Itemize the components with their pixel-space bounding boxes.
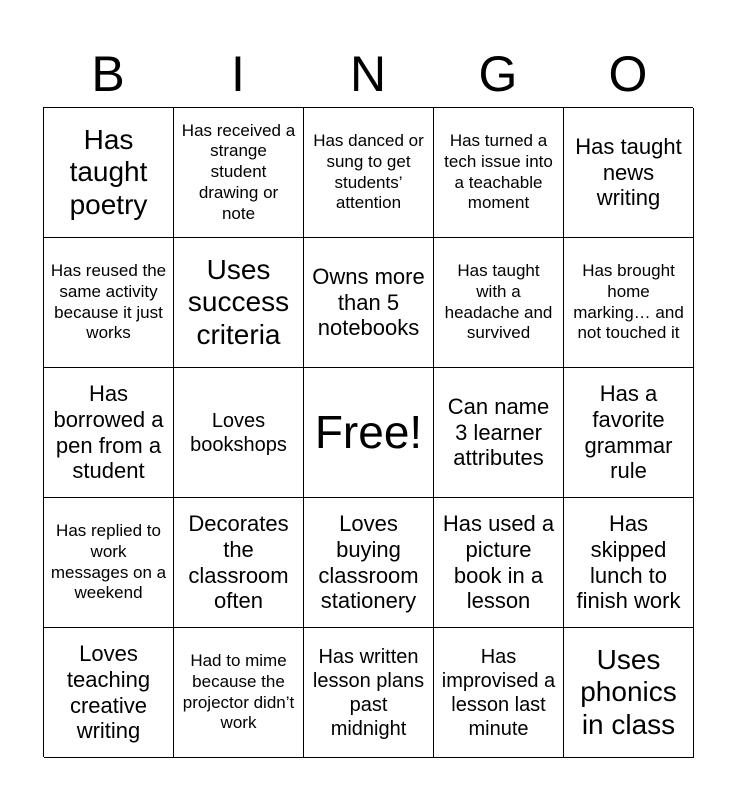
bingo-cell[interactable]: Has received a strange student drawing or note [174, 108, 304, 238]
header-letter-g: G [478, 46, 518, 102]
bingo-cell[interactable]: Has improvised a lesson last minute [434, 628, 564, 758]
bingo-cell[interactable]: Loves bookshops [174, 368, 304, 498]
bingo-cell[interactable]: Can name 3 learner attributes [434, 368, 564, 498]
bingo-cell[interactable]: Has skipped lunch to finish work [564, 498, 694, 628]
header-letter-n: N [349, 46, 387, 102]
bingo-cell[interactable]: Has taught news writing [564, 108, 694, 238]
bingo-cell[interactable]: Uses phonics in class [564, 628, 694, 758]
bingo-cell[interactable]: Has borrowed a pen from a student [44, 368, 174, 498]
bingo-cell[interactable]: Uses success criteria [174, 238, 304, 368]
bingo-cell[interactable]: Has a favorite grammar rule [564, 368, 694, 498]
free-space[interactable]: Free! [304, 368, 434, 498]
bingo-cell[interactable]: Has brought home marking… and not touched it [564, 238, 694, 368]
bingo-cell[interactable]: Has turned a tech issue into a teachable moment [434, 108, 564, 238]
bingo-cell[interactable]: Loves buying classroom stationery [304, 498, 434, 628]
bingo-cell[interactable]: Has danced or sung to get students’ attention [304, 108, 434, 238]
bingo-cell[interactable]: Has written lesson plans past midnight [304, 628, 434, 758]
bingo-cell[interactable]: Has taught poetry [44, 108, 174, 238]
header-letter-b: B [91, 46, 125, 102]
bingo-cell[interactable]: Has used a picture book in a lesson [434, 498, 564, 628]
bingo-cell[interactable]: Owns more than 5 notebooks [304, 238, 434, 368]
bingo-header [43, 40, 693, 108]
bingo-cell[interactable]: Has taught with a headache and survived [434, 238, 564, 368]
bingo-cell[interactable]: Loves teaching creative writing [44, 628, 174, 758]
bingo-cell[interactable]: Decorates the classroom often [174, 498, 304, 628]
bingo-cell[interactable]: Had to mime because the projector didn’t work [174, 628, 304, 758]
header-letter-i: I [231, 46, 245, 102]
bingo-cell[interactable]: Has reused the same activity because it just works [44, 238, 174, 368]
bingo-board [43, 107, 693, 757]
header-letter-o: O [608, 46, 648, 102]
bingo-cell[interactable]: Has replied to work messages on a weekend [44, 498, 174, 628]
